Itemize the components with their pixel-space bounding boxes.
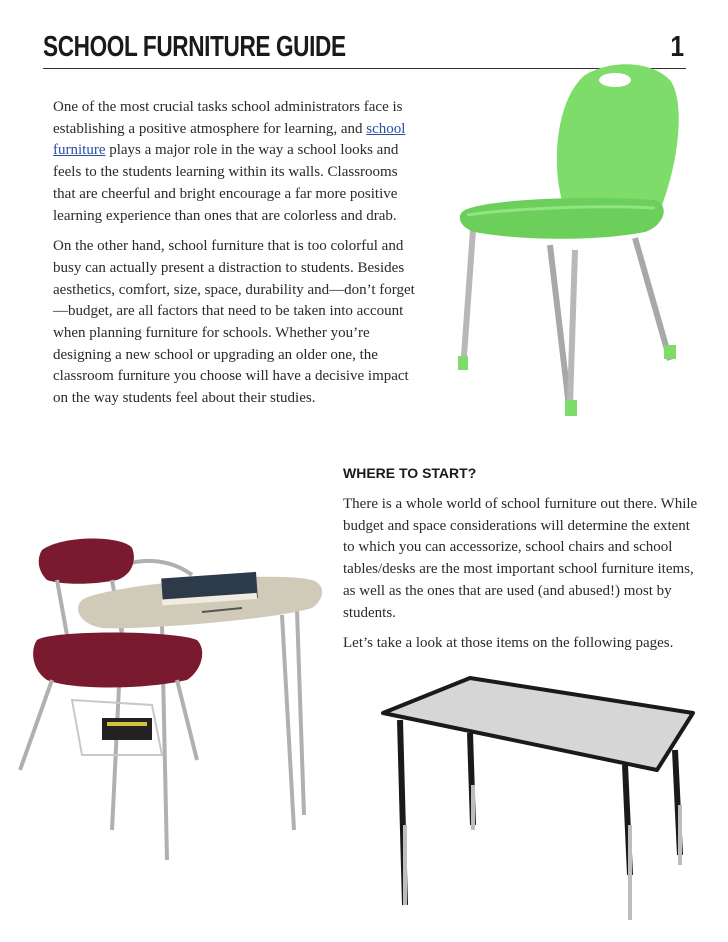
- chair-desk-image: [12, 530, 330, 870]
- intro-paragraph-1: [53, 97, 415, 227]
- green-chair-image: [455, 60, 695, 430]
- intro-column: [53, 97, 415, 419]
- intro-paragraph-2: On the other hand, school furniture that is too colorful and busy can actually present a distraction to students. Besides aesthetics, comfort, size, space, durability and—don’t forget—budget, are all factors that need to be taken into account when planning furniture for schools. Whether you’re designing a new school or upgrading an older one, the classroom furniture you choose will have a decisive impact on the way students feel about their studies.: [53, 238, 415, 407]
- section-heading: WHERE TO START?: [343, 465, 477, 481]
- intro-p1-text-a: One of the most crucial tasks school administrators face is establishing a positive atmosphere for learning, and: [53, 99, 403, 137]
- activity-table-image: [375, 675, 700, 925]
- school-furniture-link[interactable]: school furniture: [53, 120, 406, 159]
- page-number: 1: [670, 31, 684, 63]
- intro-p1-text-b: plays a major role in the way a school looks and feels to the students learning within its walls. Classrooms that are cheerful and bright encourage a far more positive learning experience than ones that are colorless and drab.: [53, 142, 399, 224]
- section-paragraph-2: Let’s take a look at those items on the following pages.: [343, 635, 674, 652]
- section-paragraph-1: There is a whole world of school furniture out there. While budget and space considerations will determine the extent to which you can accessorize, school chairs and school tables/desks are the most important school furniture items, as well as the ones that are used (and abused!) most by students.: [343, 496, 698, 621]
- page-title: SCHOOL FURNITURE GUIDE: [43, 31, 346, 63]
- where-to-start-section: [343, 465, 703, 664]
